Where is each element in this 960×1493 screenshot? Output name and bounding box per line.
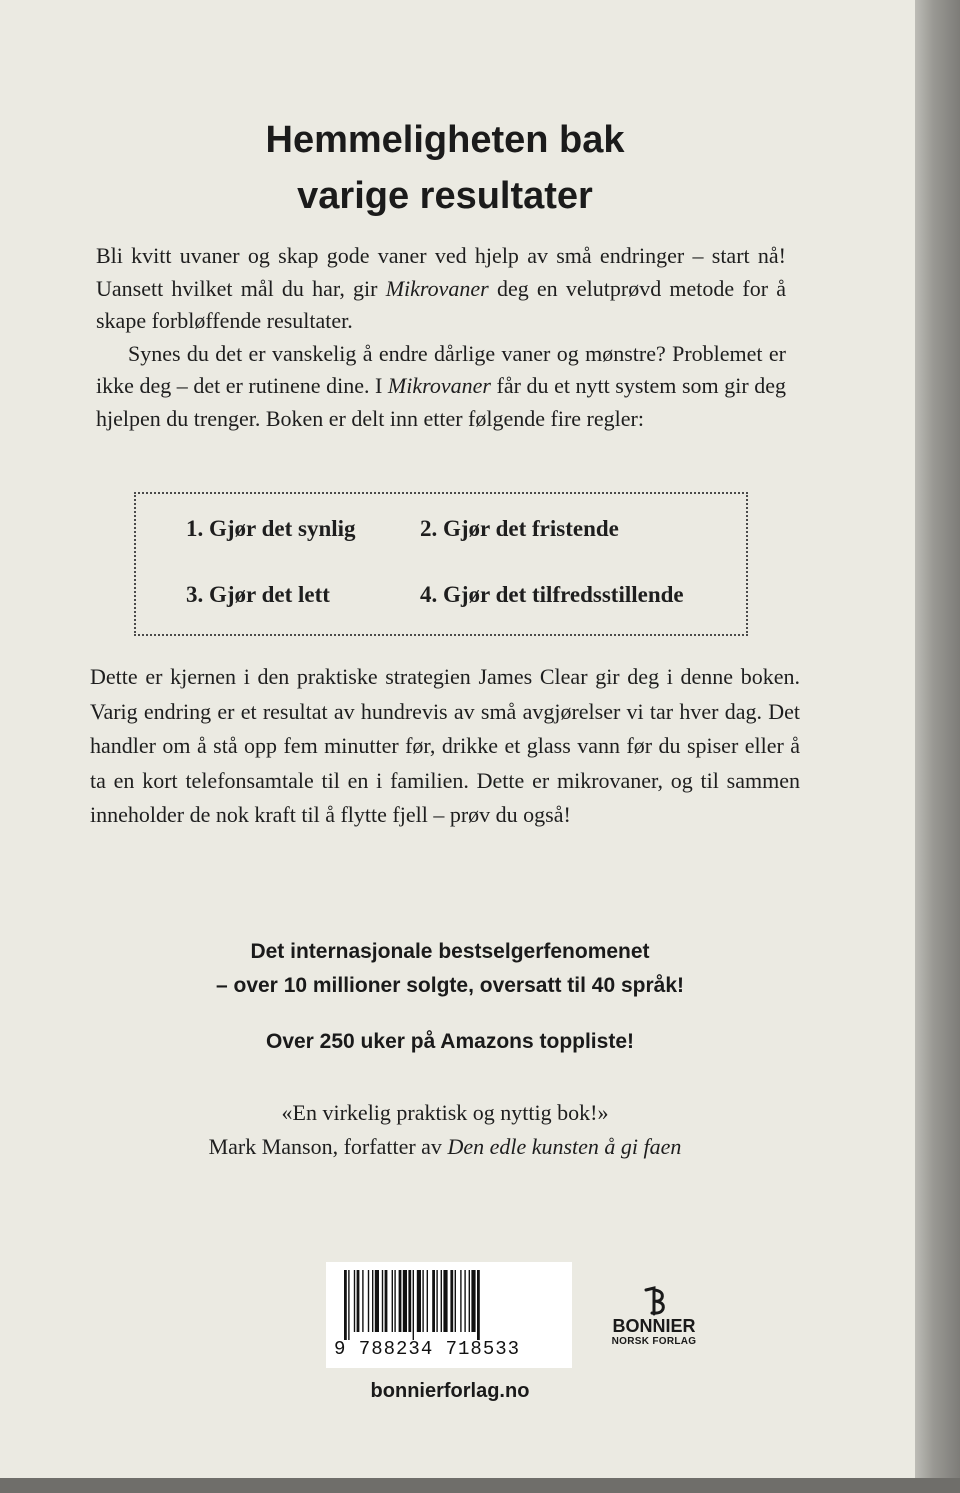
text-span: Bli kvitt uvaner og skap gode vaner ved hjelp av små endringer – start nå! Uansett hvilket mål du har, gir <box>96 243 786 301</box>
blurb-paragraph-2 <box>96 338 786 436</box>
isbn-barcode <box>326 1262 572 1368</box>
quoted-book-title: Den edle kunsten å gi faen <box>447 1134 682 1159</box>
headline-line-2: varige resultater <box>297 175 593 217</box>
book-title-italic: Mikrovaner <box>387 373 491 398</box>
table-surface <box>0 1478 960 1493</box>
text-span: Synes du det er vanskelig å endre dårlige vaner og mønstre? Problemet er ikke deg – det er rutinene dine. I <box>96 340 786 398</box>
text-span: Mark Manson, forfatter av <box>208 1134 448 1159</box>
publisher-name: BONNIER <box>612 1316 696 1336</box>
rule-3: 3. Gjør det lett <box>186 582 330 607</box>
rule-4: 4. Gjør det tilfredsstillende <box>420 582 684 607</box>
rule-1: 1. Gjør det synlig <box>186 516 356 541</box>
blurb-text <box>96 240 786 435</box>
promo-bestseller: Det internasjonale bestselgerfenomenet <box>250 940 650 963</box>
headline-line-1: Hemmeligheten bak <box>265 119 625 161</box>
barcode-icon <box>344 1270 556 1340</box>
promo-amazon: Over 250 uker på Amazons toppliste! <box>265 1030 634 1053</box>
blurb-paragraph-1 <box>96 240 786 338</box>
promo-sales: – over 10 millioner solgte, oversatt til 40 språk! <box>215 974 685 997</box>
publisher-subtitle: NORSK FORLAG <box>611 1336 697 1347</box>
four-rules-box <box>134 492 748 636</box>
review-quote: «En virkelig praktisk og nyttig bok!» <box>281 1100 609 1125</box>
bonnier-b-logo-icon <box>640 1286 668 1316</box>
text-span: får du et nytt system som gir deg hjelpen du trenger. Boken er delt inn etter følgende fire regler: <box>96 373 786 431</box>
publisher-website: bonnierforlag.no <box>370 1380 530 1402</box>
cover-headline <box>160 112 730 224</box>
blurb-paragraph-3: Dette er kjernen i den praktiske strategien James Clear gir deg i denne boken. Varig endring er et resultat av hundrevis av små avgjørelser vi tar hver dag. Det handler om å stå opp fem minutter før, drikke et glass vann før du spiser eller å ta en kort telefonsamtale til en i familien. Dette er mikrovaner, og til sammen inneholder de nok kraft til å flytte fjell – prøv du også! <box>90 664 800 827</box>
page-edge <box>915 0 960 1493</box>
rule-2: 2. Gjør det fristende <box>420 516 619 541</box>
isbn-number: 9 788234 718533 <box>334 1338 521 1360</box>
review-attribution <box>120 1134 770 1160</box>
text-span: deg en velutprøvd metode for å skape forbløffende resultater. <box>96 275 786 333</box>
book-title-italic: Mikrovaner <box>385 275 489 301</box>
publisher-logo <box>602 1286 706 1347</box>
